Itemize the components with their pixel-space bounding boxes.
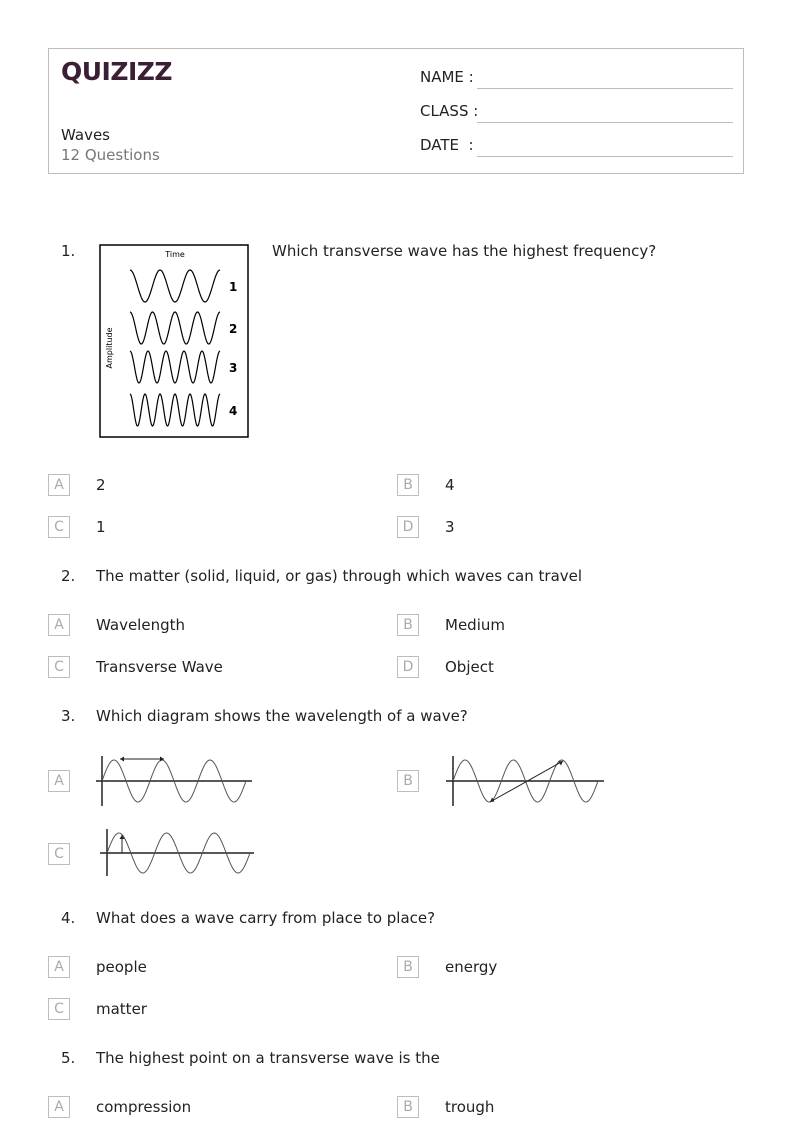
question-text: Which transverse wave has the highest frequency? [272, 242, 657, 260]
option-text[interactable]: Object [445, 658, 494, 676]
figure-frame [100, 245, 248, 437]
option-letter-box[interactable]: C [48, 516, 70, 538]
option-letter-box[interactable]: D [397, 656, 419, 678]
option-text[interactable]: energy [445, 958, 498, 976]
option-letter-box[interactable]: C [48, 656, 70, 678]
option-letter-box[interactable]: A [48, 614, 70, 636]
option-text[interactable]: Wavelength [96, 616, 185, 634]
class-label: CLASS : [420, 102, 479, 120]
question-number: 2. [61, 567, 76, 585]
option-letter-box[interactable]: C [48, 998, 70, 1020]
option-text[interactable]: Medium [445, 616, 505, 634]
wave-label-4: 4 [229, 404, 238, 418]
option-letter-box[interactable]: C [48, 843, 70, 865]
question-text: Which diagram shows the wavelength of a wave? [96, 707, 468, 725]
option-text[interactable]: 3 [445, 518, 455, 536]
option-letter-box[interactable]: A [48, 474, 70, 496]
option-text[interactable]: matter [96, 1000, 147, 1018]
quizizz-logo: QUIZIZZ [61, 57, 173, 86]
question-count: 12 Questions [61, 146, 160, 164]
wave-label-3: 3 [229, 361, 238, 375]
option-c-wave-diagram[interactable] [98, 826, 258, 880]
worksheet-title: Waves [61, 126, 110, 144]
option-text[interactable]: compression [96, 1098, 192, 1116]
amplitude-label: Amplitude [105, 327, 114, 369]
date-label: DATE : [420, 136, 474, 154]
class-field[interactable] [477, 122, 733, 123]
time-label: Time [165, 250, 185, 259]
option-letter-box[interactable]: B [397, 1096, 419, 1118]
date-field[interactable] [477, 156, 733, 157]
question-text: The highest point on a transverse wave is the [96, 1049, 440, 1067]
question-number: 5. [61, 1049, 76, 1067]
option-text[interactable]: 4 [445, 476, 455, 494]
option-letter-box[interactable]: B [397, 614, 419, 636]
option-letter-box[interactable]: A [48, 956, 70, 978]
option-text[interactable]: 1 [96, 518, 106, 536]
name-field[interactable] [477, 88, 733, 89]
option-letter-box[interactable]: B [397, 474, 419, 496]
option-text[interactable]: 2 [96, 476, 106, 494]
name-label: NAME : [420, 68, 474, 86]
option-letter-box[interactable]: B [397, 956, 419, 978]
frequency-waves-figure [99, 244, 251, 440]
option-letter-box[interactable]: A [48, 1096, 70, 1118]
question-text: The matter (solid, liquid, or gas) through which waves can travel [96, 567, 583, 585]
option-a-wave-diagram[interactable] [96, 752, 256, 810]
question-text: What does a wave carry from place to place? [96, 909, 436, 927]
wave-label-1: 1 [229, 280, 238, 294]
option-b-wave-diagram[interactable] [446, 752, 606, 810]
question-number: 4. [61, 909, 76, 927]
option-text[interactable]: people [96, 958, 147, 976]
question-number: 1. [61, 242, 76, 260]
option-letter-box[interactable]: A [48, 770, 70, 792]
option-text[interactable]: Transverse Wave [96, 658, 223, 676]
wave-label-2: 2 [229, 322, 238, 336]
question-number: 3. [61, 707, 76, 725]
option-letter-box[interactable]: B [397, 770, 419, 792]
option-text[interactable]: trough [445, 1098, 495, 1116]
option-letter-box[interactable]: D [397, 516, 419, 538]
